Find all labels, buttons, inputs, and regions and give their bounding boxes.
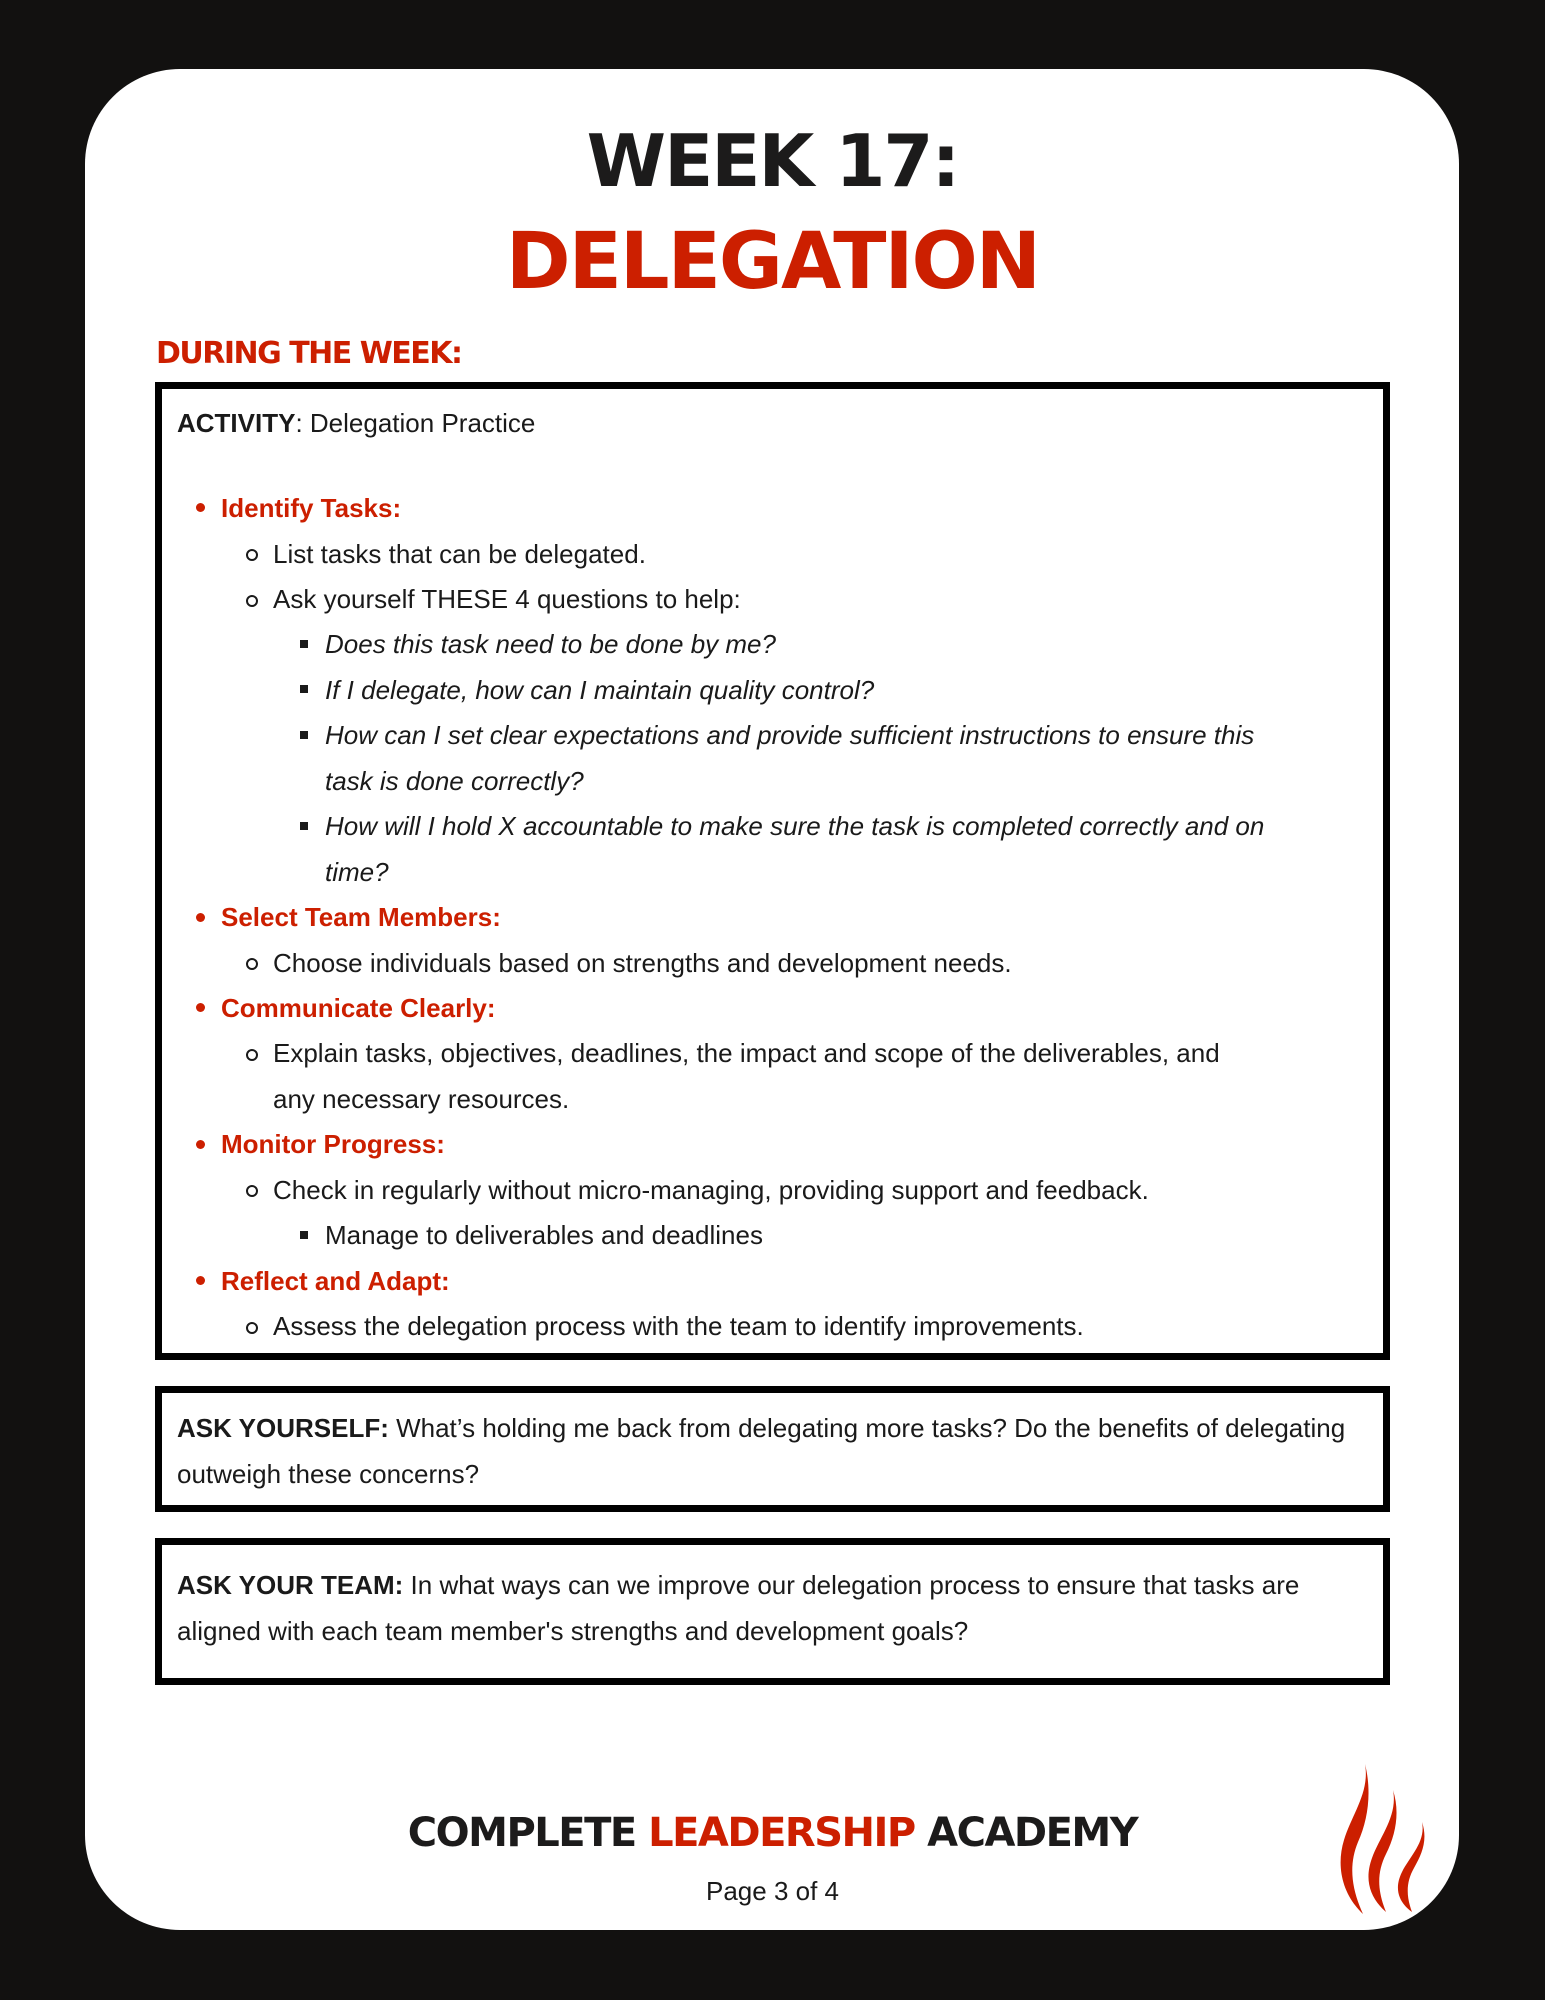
bullet-square-icon — [300, 822, 308, 830]
activity-separator: : — [295, 408, 310, 438]
brand-leadership: LEADERSHIP — [648, 1810, 915, 1856]
ask-your-team-text: In what ways can we improve our delegation process to ensure that tasks are aligned with each team member's strengths and development goals? — [177, 1570, 1300, 1646]
subitem-explain-tasks-line-2: any necessary resources. — [273, 1084, 570, 1114]
bullet-square-icon — [300, 640, 308, 648]
ask-yourself-box — [155, 1386, 1390, 1512]
ask-your-team-box — [155, 1538, 1390, 1685]
point-manage-deliverables: Manage to deliverables and deadlines — [325, 1220, 763, 1250]
bullet-square-icon — [300, 1231, 308, 1239]
bullet-dot-icon — [196, 1276, 205, 1285]
item-title-identify-tasks: Identify Tasks: — [221, 493, 402, 523]
bullet-circle-icon — [246, 549, 258, 561]
ask-yourself-content — [177, 1405, 1357, 1497]
question-2: If I delegate, how can I maintain quality control? — [325, 675, 875, 705]
ask-your-team-label: ASK YOUR TEAM: — [177, 1570, 404, 1600]
during-the-week-heading: DURING THE WEEK: — [156, 336, 462, 371]
bullet-circle-icon — [246, 1185, 258, 1197]
question-4-line-2: time? — [325, 857, 389, 887]
flame-icon — [1338, 1762, 1428, 1920]
item-title-reflect-and-adapt: Reflect and Adapt: — [221, 1266, 450, 1296]
page-number: Page 3 of 4 — [706, 1876, 839, 1906]
bullet-dot-icon — [196, 1140, 205, 1149]
bullet-circle-icon — [246, 958, 258, 970]
item-title-communicate-clearly: Communicate Clearly: — [221, 993, 496, 1023]
ask-your-team-content — [177, 1562, 1357, 1654]
item-title-monitor-progress: Monitor Progress: — [221, 1129, 445, 1159]
subitem-list-tasks: List tasks that can be delegated. — [273, 539, 646, 569]
activity-box — [155, 382, 1390, 1360]
bullet-circle-icon — [246, 595, 258, 607]
question-3-line-2: task is done correctly? — [325, 766, 584, 796]
activity-header — [177, 405, 535, 441]
question-3-line-1: How can I set clear expectations and provide sufficient instructions to ensure this — [325, 720, 1255, 750]
subitem-assess-process: Assess the delegation process with the team to identify improvements. — [273, 1311, 1084, 1341]
bullet-square-icon — [300, 685, 308, 693]
ask-yourself-text: What’s holding me back from delegating more tasks? Do the benefits of delegating outweigh these concerns? — [177, 1413, 1346, 1489]
bullet-dot-icon — [196, 913, 205, 922]
footer-brand — [0, 1806, 1545, 1860]
ask-yourself-label: ASK YOURSELF: — [177, 1413, 389, 1443]
bullet-dot-icon — [196, 503, 205, 512]
week-title: WEEK 17: — [586, 119, 959, 203]
bullet-square-icon — [300, 731, 308, 739]
question-4-line-1: How will I hold X accountable to make sure the task is completed correctly and on — [325, 811, 1265, 841]
brand-academy: ACADEMY — [914, 1810, 1138, 1856]
subitem-choose-individuals: Choose individuals based on strengths and development needs. — [273, 948, 1012, 978]
question-1: Does this task need to be done by me? — [325, 629, 776, 659]
subitem-explain-tasks-line-1: Explain tasks, objectives, deadlines, the impact and scope of the deliverables, and — [273, 1038, 1220, 1068]
subitem-check-in: Check in regularly without micro-managing, providing support and feedback. — [273, 1175, 1149, 1205]
activity-name: Delegation Practice — [309, 408, 536, 438]
item-title-select-team-members: Select Team Members: — [221, 902, 501, 932]
bullet-circle-icon — [246, 1322, 258, 1334]
activity-label: ACTIVITY — [177, 408, 296, 438]
bullet-circle-icon — [246, 1049, 258, 1061]
subitem-ask-questions: Ask yourself THESE 4 questions to help: — [273, 584, 741, 614]
topic-title: DELEGATION — [505, 217, 1040, 307]
bullet-dot-icon — [196, 1003, 205, 1012]
brand-complete: COMPLETE — [407, 1810, 649, 1856]
